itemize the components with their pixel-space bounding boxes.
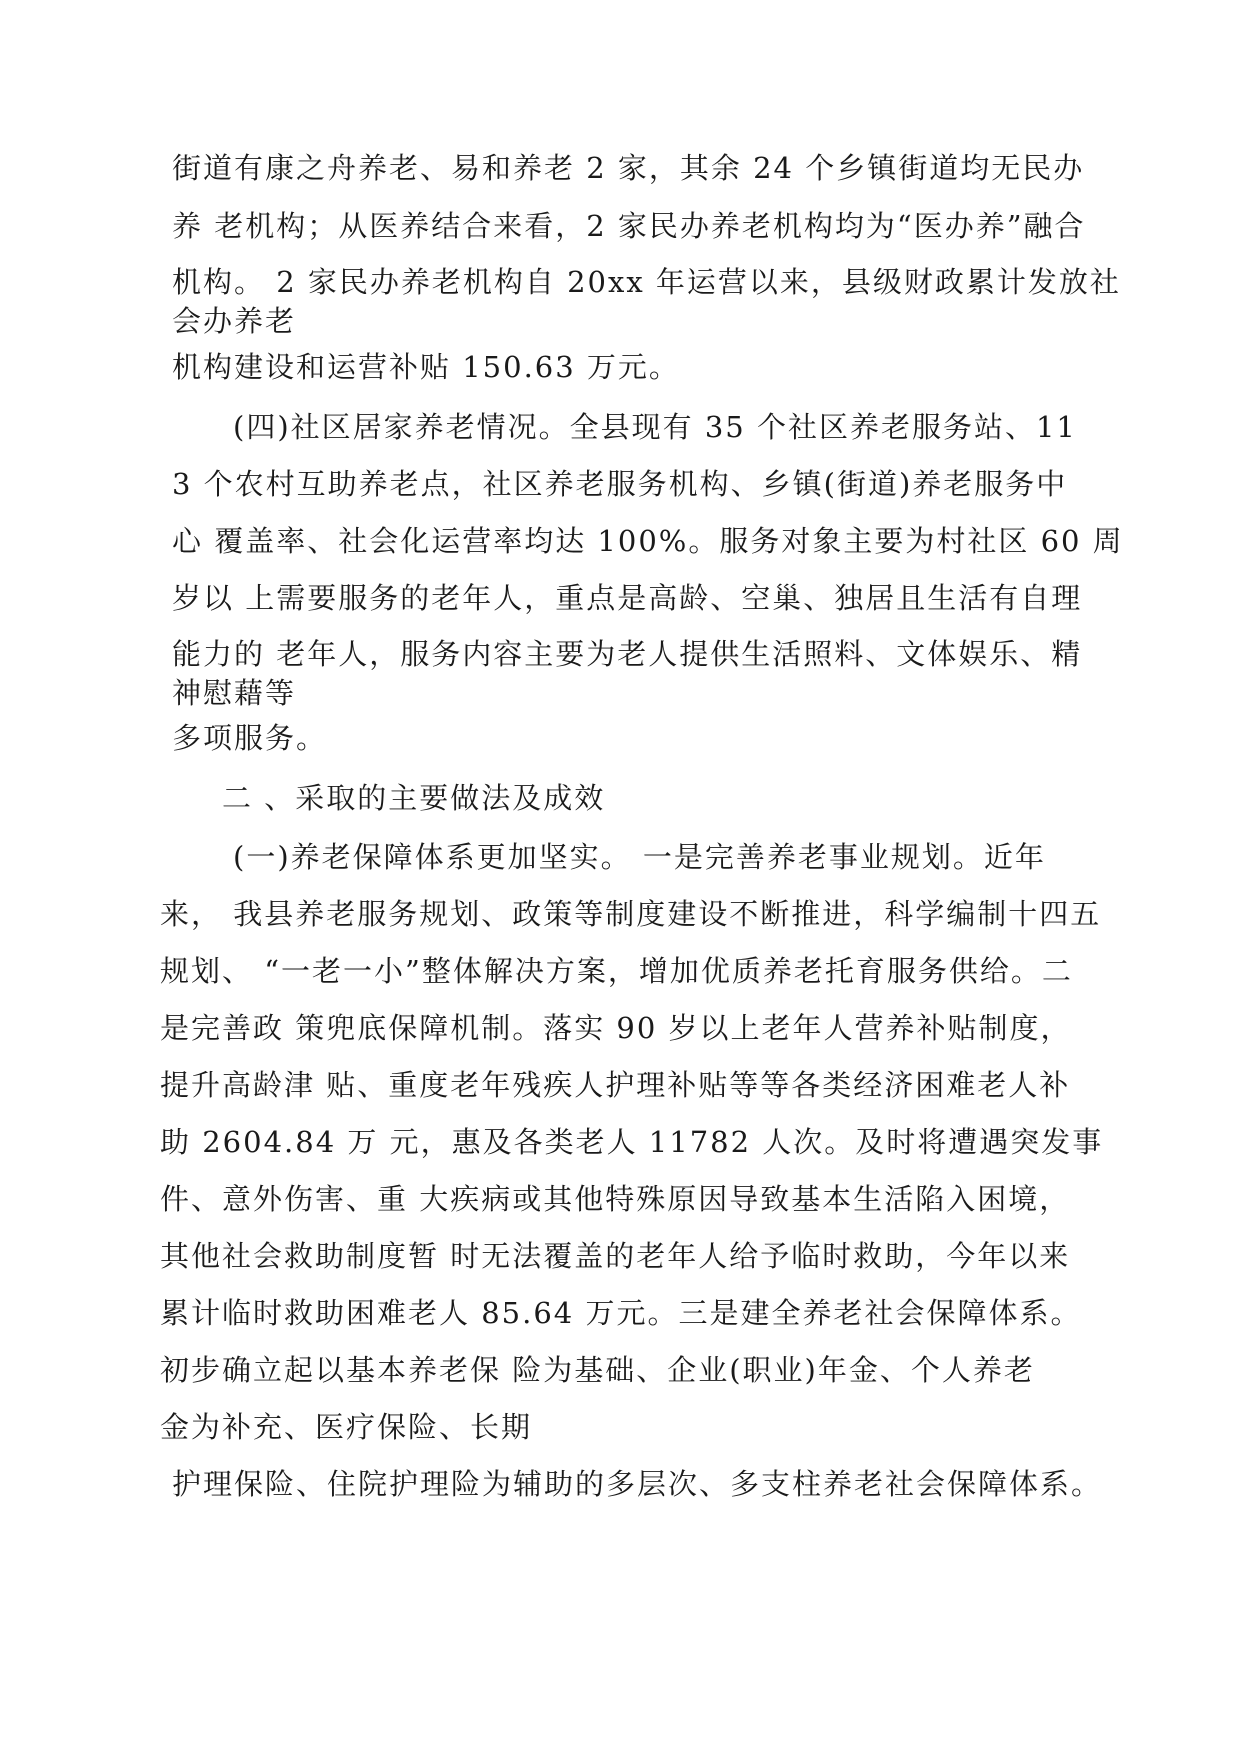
paragraph-line: 多项服务。 <box>172 721 328 755</box>
paragraph-line: 规划、 “一老一小”整体解决方案，增加优质养老托育服务供给。二 <box>160 954 1073 988</box>
paragraph-line: 是完善政 策兜底保障机制。落实 90 岁以上老年人营养补贴制度， <box>160 1011 1072 1045</box>
paragraph-line: (四)社区居家养老情况。全县现有 35 个社区养老服务站、11 <box>233 410 1077 444</box>
paragraph-line: 金为补充、医疗保险、长期 <box>160 1410 533 1444</box>
paragraph-line: 养 老机构；从医养结合来看，2 家民办养老机构均为“医办养”融合 <box>172 209 1086 243</box>
paragraph-line: 街道有康之舟养老、易和养老 2 家，其余 24 个乡镇街道均无民办 <box>172 151 1085 185</box>
paragraph-line: 其他社会救助制度暂 时无法覆盖的老年人给予临时救助，今年以来 <box>160 1239 1071 1273</box>
paragraph-line: 岁以 上需要服务的老年人，重点是高龄、空巢、独居且生活有自理 <box>172 581 1083 615</box>
paragraph-line: (一)养老保障体系更加坚实。 一是完善养老事业规划。近年 <box>233 840 1046 874</box>
paragraph-line: 神慰藉等 <box>172 676 297 710</box>
paragraph-line: 机构建设和运营补贴 150.63 万元。 <box>172 350 680 384</box>
paragraph-line: 护理保险、住院护理险为辅助的多层次、多支柱养老社会保障体系。 <box>172 1467 1103 1501</box>
paragraph-line: 心 覆盖率、社会化运营率均达 100%。服务对象主要为村社区 60 周 <box>172 524 1124 558</box>
paragraph-line: 能力的 老年人，服务内容主要为老人提供生活照料、文体娱乐、精 <box>172 637 1083 671</box>
paragraph-line: 来， 我县养老服务规划、政策等制度建设不断推进，科学编制十四五 <box>160 897 1102 931</box>
paragraph-line: 初步确立起以基本养老保 险为基础、企业(职业)年金、个人养老 <box>160 1353 1035 1387</box>
paragraph-line: 提升高龄津 贴、重度老年残疾人护理补贴等等各类经济困难老人补 <box>160 1068 1071 1102</box>
paragraph-line: 累计临时救助困难老人 85.64 万元。三是建全养老社会保障体系。 <box>160 1296 1082 1330</box>
paragraph-line: 助 2604.84 万 元，惠及各类老人 11782 人次。及时将遭遇突发事 <box>160 1125 1104 1159</box>
paragraph-line: 会办养老 <box>172 304 297 338</box>
paragraph-line: 3 个农村互助养老点，社区养老服务机构、乡镇(街道)养老服务中 <box>172 467 1068 501</box>
paragraph-line: 机构。 2 家民办养老机构自 20xx 年运营以来，县级财政累计发放社 <box>172 265 1121 299</box>
paragraph-line: 件、意外伤害、重 大疾病或其他特殊原因导致基本生活陷入困境， <box>160 1182 1071 1216</box>
section-heading: 二 、采取的主要做法及成效 <box>222 781 606 815</box>
